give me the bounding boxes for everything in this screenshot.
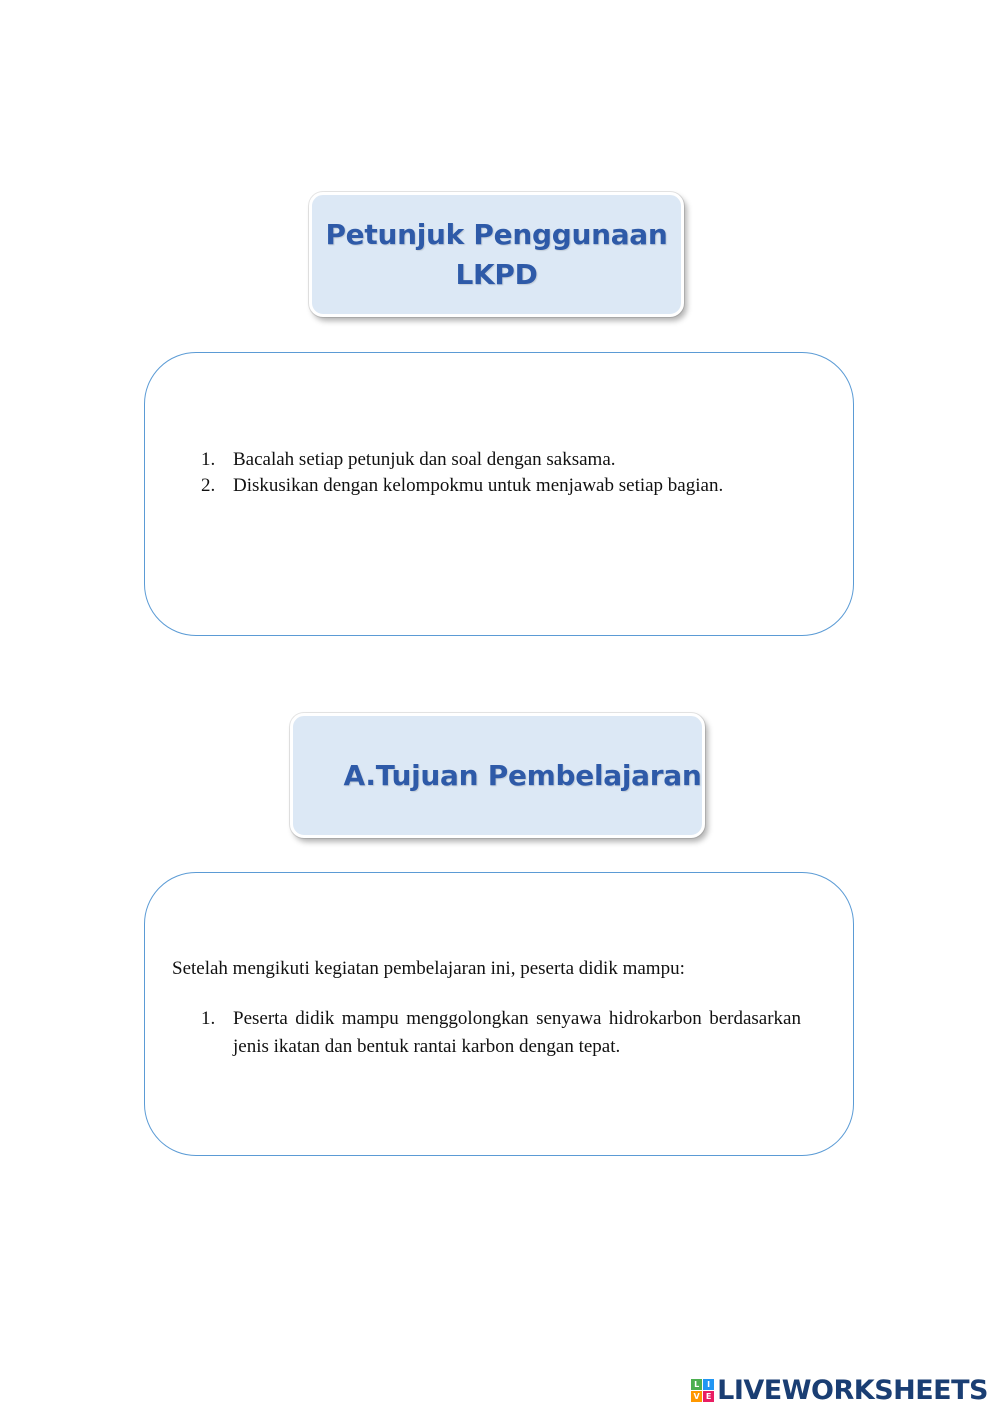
list-item-number: 1.	[201, 1008, 216, 1029]
instructions-content-box	[144, 352, 854, 636]
logo-tile: E	[703, 1391, 714, 1402]
instructions-title-line2: LKPD	[455, 257, 538, 291]
list-item	[201, 473, 821, 499]
logo-tile: I	[703, 1379, 714, 1390]
instructions-title-box	[309, 192, 684, 317]
list-item-number: 2.	[201, 475, 216, 496]
instructions-title-line1: Petunjuk Penggunaan	[325, 217, 668, 251]
objectives-title: A.Tujuan Pembelajaran	[343, 758, 702, 792]
instructions-title	[325, 215, 667, 295]
list-item	[201, 447, 821, 473]
list-item-text: Peserta didik mampu menggolongkan senyawa hidrokarbon berdasarkan jenis ikatan dan bentuk rantai karbon dengan tepat.	[233, 1008, 801, 1057]
liveworksheets-logo	[691, 1375, 988, 1406]
objectives-list	[201, 1005, 801, 1061]
liveworksheets-grid-icon	[691, 1379, 714, 1402]
logo-wordmark: LIVEWORKSHEETS	[717, 1375, 988, 1406]
list-item-number: 1.	[201, 449, 216, 470]
list-item-text: Diskusikan dengan kelompokmu untuk menjawab setiap bagian.	[233, 475, 724, 496]
list-item	[201, 1005, 801, 1061]
logo-tile: L	[691, 1379, 702, 1390]
objectives-intro: Setelah mengikuti kegiatan pembelajaran ini, peserta didik mampu:	[172, 958, 685, 979]
objectives-title-box	[290, 713, 705, 838]
instructions-list	[201, 447, 821, 499]
logo-tile: V	[691, 1391, 702, 1402]
objectives-content-box	[144, 872, 854, 1156]
list-item-text: Bacalah setiap petunjuk dan soal dengan saksama.	[233, 449, 616, 470]
